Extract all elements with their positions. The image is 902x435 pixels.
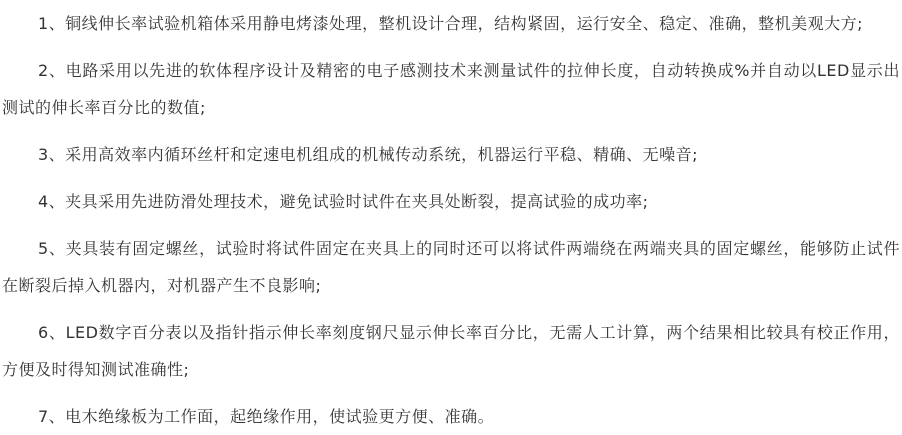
feature-item-3: 3、采用高效率内循环丝杆和定速电机组成的机械传动系统，机器运行平稳、精确、无噪音; [38, 145, 699, 164]
feature-item-7: 7、电木绝缘板为工作面，起绝缘作用，使试验更方便、准确。 [38, 407, 495, 426]
feature-item-1: 1、铜线伸长率试验机箱体采用静电烤漆处理，整机设计合理，结构紧固，运行安全、稳定、准确，整机美观大方; [38, 14, 864, 33]
feature-item-4: 4、夹具采用先进防滑处理技术，避免试验时试件在夹具处断裂，提高试验的成功率; [38, 192, 649, 211]
feature-item-2: 2、电路采用以先进的软体程序设计及精密的电子感测技术来测量试件的拉伸长度，自动转换成%并自动以LED显示出测试的伸长率百分比的数值; [2, 61, 900, 117]
feature-item-6: 6、LED数字百分表以及指针指示伸长率刻度钢尺显示伸长率百分比，无需人工计算，两个结果相比较具有校正作用，方便及时得知测试准确性; [2, 323, 900, 379]
feature-item-5: 5、夹具装有固定螺丝，试验时将试件固定在夹具上的同时还可以将试件两端绕在两端夹具的固定螺丝，能够防止试件在断裂后掉入机器内，对机器产生不良影响; [2, 239, 900, 295]
